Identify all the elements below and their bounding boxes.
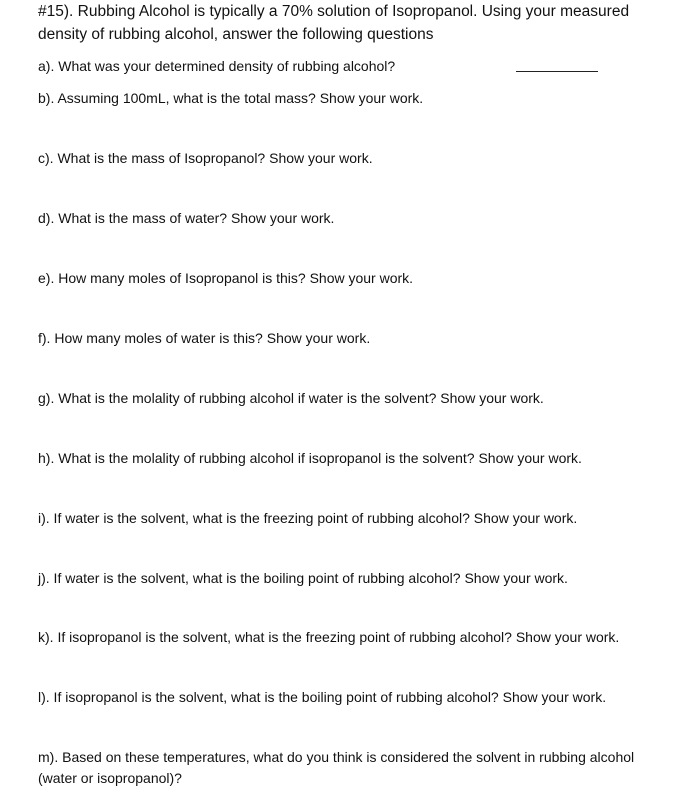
answer-blank-line[interactable] bbox=[516, 71, 598, 72]
question-a: a). What was your determined density of rubbing alcohol? bbox=[38, 58, 396, 74]
question-h: h). What is the molality of rubbing alcohol if isopropanol is the solvent? Show your work. bbox=[38, 450, 582, 466]
question-e: e). How many moles of Isopropanol is this? Show your work. bbox=[38, 270, 414, 286]
question-d: d). What is the mass of water? Show your work. bbox=[38, 210, 335, 226]
question-j: j). If water is the solvent, what is the boiling point of rubbing alcohol? Show your work. bbox=[38, 570, 568, 586]
problem-intro: #15). Rubbing Alcohol is typically a 70% solution of Isopropanol. Using your measured density of rubbing alcohol, answer the following questions bbox=[38, 3, 630, 43]
question-f: f). How many moles of water is this? Show your work. bbox=[38, 330, 371, 346]
question-m: m). Based on these temperatures, what do you think is considered the solvent in rubbing alcohol (water or isopropanol)? bbox=[38, 749, 635, 786]
question-k: k). If isopropanol is the solvent, what is the freezing point of rubbing alcohol? Show your work. bbox=[38, 629, 620, 645]
question-g: g). What is the molality of rubbing alcohol if water is the solvent? Show your work. bbox=[38, 390, 544, 406]
question-i: i). If water is the solvent, what is the freezing point of rubbing alcohol? Show your work. bbox=[38, 510, 578, 526]
question-b: b). Assuming 100mL, what is the total mass? Show your work. bbox=[38, 90, 424, 106]
question-c: c). What is the mass of Isopropanol? Show your work. bbox=[38, 150, 373, 166]
question-l: l). If isopropanol is the solvent, what is the boiling point of rubbing alcohol? Show your work. bbox=[38, 689, 607, 705]
